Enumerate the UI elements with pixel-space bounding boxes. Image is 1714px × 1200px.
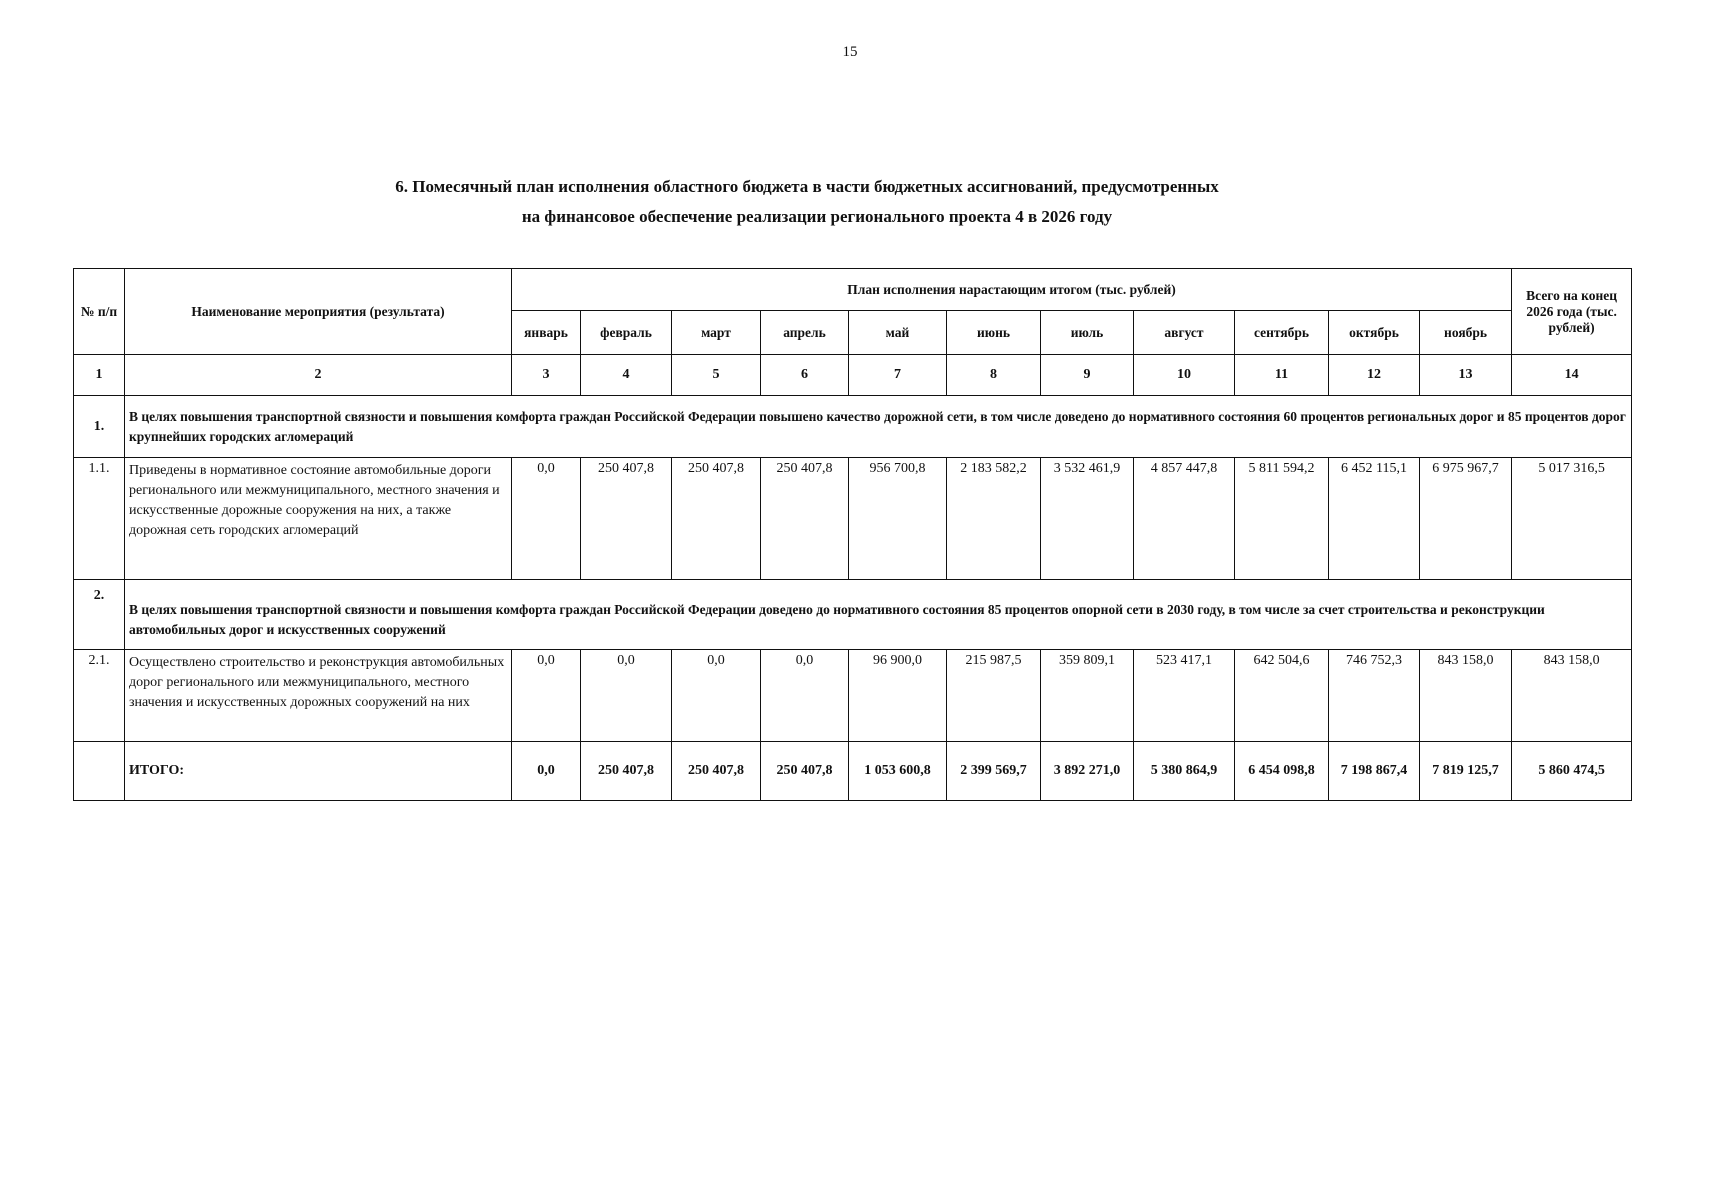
- total-february: 250 407,8: [581, 742, 672, 801]
- header-total: Всего на конец 2026 года (тыс. рублей): [1512, 269, 1632, 355]
- total-year: 5 860 474,5: [1512, 742, 1632, 801]
- cell-april: 0,0: [761, 650, 849, 742]
- cell-may: 956 700,8: [849, 458, 947, 580]
- total-january: 0,0: [512, 742, 581, 801]
- cell-august: 4 857 447,8: [1134, 458, 1235, 580]
- column-number: 6: [761, 355, 849, 396]
- header-month: октябрь: [1329, 311, 1420, 355]
- cell-may: 96 900,0: [849, 650, 947, 742]
- cell-january: 0,0: [512, 650, 581, 742]
- header-month: апрель: [761, 311, 849, 355]
- total-june: 2 399 569,7: [947, 742, 1041, 801]
- column-number: 2: [125, 355, 512, 396]
- column-number: 4: [581, 355, 672, 396]
- page-number: 15: [842, 44, 858, 60]
- header-plan: План исполнения нарастающим итогом (тыс. рублей): [512, 269, 1512, 311]
- cell-june: 2 183 582,2: [947, 458, 1041, 580]
- cell-year-total: 5 017 316,5: [1512, 458, 1632, 580]
- total-october: 7 198 867,4: [1329, 742, 1420, 801]
- total-september: 6 454 098,8: [1235, 742, 1329, 801]
- cell-year-total: 843 158,0: [1512, 650, 1632, 742]
- cell-february: 0,0: [581, 650, 672, 742]
- cell-april: 250 407,8: [761, 458, 849, 580]
- column-number: 1: [74, 355, 125, 396]
- cell-september: 5 811 594,2: [1235, 458, 1329, 580]
- cell-august: 523 417,1: [1134, 650, 1235, 742]
- total-november: 7 819 125,7: [1420, 742, 1512, 801]
- header-month: август: [1134, 311, 1235, 355]
- total-number: [74, 742, 125, 801]
- row-name: Приведены в нормативное состояние автомобильные дороги регионального или межмуниципального, местного значения и искусственные дорожные сооружения на них, а также дорожная сеть городских агломераций: [125, 458, 512, 580]
- cell-january: 0,0: [512, 458, 581, 580]
- cell-june: 215 987,5: [947, 650, 1041, 742]
- column-number: 14: [1512, 355, 1632, 396]
- total-august: 5 380 864,9: [1134, 742, 1235, 801]
- budget-plan-table: [73, 268, 1632, 801]
- column-number: 12: [1329, 355, 1420, 396]
- section-row: [74, 396, 1632, 458]
- cell-september: 642 504,6: [1235, 650, 1329, 742]
- table-row: [74, 650, 1632, 742]
- total-row: [74, 742, 1632, 801]
- row-name: Осуществлено строительство и реконструкция автомобильных дорог регионального или межмуниципального, местного значения и искусственных дорожных сооружений на них: [125, 650, 512, 742]
- column-number-row: [74, 355, 1632, 396]
- header-month: ноябрь: [1420, 311, 1512, 355]
- total-april: 250 407,8: [761, 742, 849, 801]
- table-row: [74, 458, 1632, 580]
- section-number: 1.: [74, 396, 125, 458]
- section-number: 2.: [74, 580, 125, 650]
- column-number: 13: [1420, 355, 1512, 396]
- cell-october: 6 452 115,1: [1329, 458, 1420, 580]
- section-title: В целях повышения транспортной связности и повышения комфорта граждан Российской Федерации доведено до нормативного состояния 85 процентов опорной сети в 2030 году, в том числе за счет строительства и реконструкции автомобильных дорог и искусственных сооружений: [125, 580, 1632, 650]
- total-july: 3 892 271,0: [1041, 742, 1134, 801]
- section-row: [74, 580, 1632, 650]
- cell-march: 250 407,8: [672, 458, 761, 580]
- cell-november: 843 158,0: [1420, 650, 1512, 742]
- header-month: сентябрь: [1235, 311, 1329, 355]
- row-number: 1.1.: [74, 458, 125, 580]
- header-month: январь: [512, 311, 581, 355]
- row-number: 2.1.: [74, 650, 125, 742]
- column-number: 9: [1041, 355, 1134, 396]
- header-month: март: [672, 311, 761, 355]
- header-month: май: [849, 311, 947, 355]
- total-label: ИТОГО:: [125, 742, 512, 801]
- total-march: 250 407,8: [672, 742, 761, 801]
- cell-july: 359 809,1: [1041, 650, 1134, 742]
- document-title: [0, 172, 1714, 232]
- cell-october: 746 752,3: [1329, 650, 1420, 742]
- header-name: Наименование мероприятия (результата): [125, 269, 512, 355]
- header-month: февраль: [581, 311, 672, 355]
- column-number: 7: [849, 355, 947, 396]
- cell-july: 3 532 461,9: [1041, 458, 1134, 580]
- column-number: 5: [672, 355, 761, 396]
- total-may: 1 053 600,8: [849, 742, 947, 801]
- cell-november: 6 975 967,7: [1420, 458, 1512, 580]
- cell-march: 0,0: [672, 650, 761, 742]
- header-month: июль: [1041, 311, 1134, 355]
- column-number: 10: [1134, 355, 1235, 396]
- cell-february: 250 407,8: [581, 458, 672, 580]
- column-number: 11: [1235, 355, 1329, 396]
- title-line-1: 6. Помесячный план исполнения областного бюджета в части бюджетных ассигнований, предусмотренных: [395, 177, 1219, 196]
- header-month: июнь: [947, 311, 1041, 355]
- header-num: № п/п: [74, 269, 125, 355]
- column-number: 8: [947, 355, 1041, 396]
- column-number: 3: [512, 355, 581, 396]
- title-line-2: на финансовое обеспечение реализации регионального проекта 4 в 2026 году: [521, 207, 1113, 226]
- section-title: В целях повышения транспортной связности и повышения комфорта граждан Российской Федерации повышено качество дорожной сети, в том числе доведено до нормативного состояния 60 процентов региональных дорог и 85 процентов дорог крупнейших городских агломераций: [125, 396, 1632, 458]
